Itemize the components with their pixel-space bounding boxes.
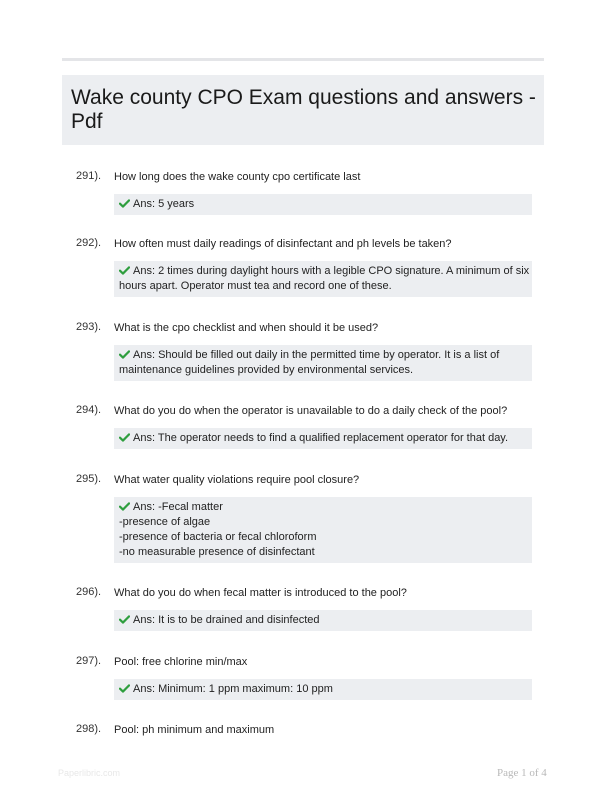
question-text: What water quality violations require pool closure? <box>114 474 360 486</box>
question-text: Pool: free chlorine min/max <box>114 656 248 668</box>
page-number: Page 1 of 4 <box>497 767 547 779</box>
answer-text: -no measurable presence of disinfectant <box>119 546 315 558</box>
answer-line <box>119 500 525 515</box>
check-icon <box>119 350 130 359</box>
answer-box <box>114 610 532 631</box>
question-number: 297). <box>76 655 102 667</box>
answer-line <box>119 348 525 363</box>
check-icon <box>119 433 130 442</box>
question-number: 293). <box>76 321 102 333</box>
answer-text: Ans: The operator needs to find a qualified replacement operator for that day. <box>133 432 509 444</box>
question-number: 292). <box>76 237 102 249</box>
answer-text: maintenance guidelines provided by environmental services. <box>119 364 414 376</box>
answer-text: -presence of bacteria or fecal chloroform <box>119 531 317 543</box>
answer-text: hours apart. Operator must tea and record one of these. <box>119 280 392 292</box>
answer-box <box>114 261 532 297</box>
answer-box <box>114 497 532 563</box>
question-text: What do you do when fecal matter is introduced to the pool? <box>114 587 407 599</box>
question-number: 298). <box>76 723 102 735</box>
question-number: 296). <box>76 586 102 598</box>
question-text: How long does the wake county cpo certificate last <box>114 171 361 183</box>
question-number: 295). <box>76 473 102 485</box>
check-icon <box>119 684 130 693</box>
answer-line <box>119 431 525 446</box>
question-text: How often must daily readings of disinfectant and ph levels be taken? <box>114 238 452 250</box>
answer-text: Ans: It is to be drained and disinfected <box>133 614 320 626</box>
top-divider <box>62 58 544 61</box>
answer-text: Ans: Minimum: 1 ppm maximum: 10 ppm <box>133 683 333 695</box>
answer-box <box>114 194 532 215</box>
question-text: Pool: ph minimum and maximum <box>114 724 275 736</box>
answer-text: Ans: Should be filled out daily in the permitted time by operator. It is a list of <box>133 349 500 361</box>
question-text: What is the cpo checklist and when should it be used? <box>114 322 379 334</box>
answer-line <box>119 682 525 697</box>
answer-box <box>114 345 532 381</box>
answer-line <box>119 613 525 628</box>
answer-text: Ans: 5 years <box>133 198 195 210</box>
answer-line <box>119 363 525 378</box>
answer-box <box>114 428 532 449</box>
check-icon <box>119 266 130 275</box>
question-number: 294). <box>76 404 102 416</box>
document-title: Wake county CPO Exam questions and answers - Pdf <box>71 86 536 133</box>
answer-line <box>119 279 525 294</box>
answer-line <box>119 515 525 530</box>
check-icon <box>119 615 130 624</box>
answer-line <box>119 530 525 545</box>
answer-text: Ans: 2 times during daylight hours with a legible CPO signature. A minimum of six <box>133 265 530 277</box>
answer-text: Ans: -Fecal matter <box>133 501 223 513</box>
check-icon <box>119 199 130 208</box>
question-text: What do you do when the operator is unavailable to do a daily check of the pool? <box>114 405 508 417</box>
answer-text: -presence of algae <box>119 516 211 528</box>
answer-line <box>119 197 525 212</box>
question-number: 291). <box>76 170 102 182</box>
answer-box <box>114 679 532 700</box>
answer-line <box>119 264 530 279</box>
answer-line <box>119 545 525 560</box>
footer-watermark: Paperlibric.com <box>58 768 121 778</box>
check-icon <box>119 502 130 511</box>
